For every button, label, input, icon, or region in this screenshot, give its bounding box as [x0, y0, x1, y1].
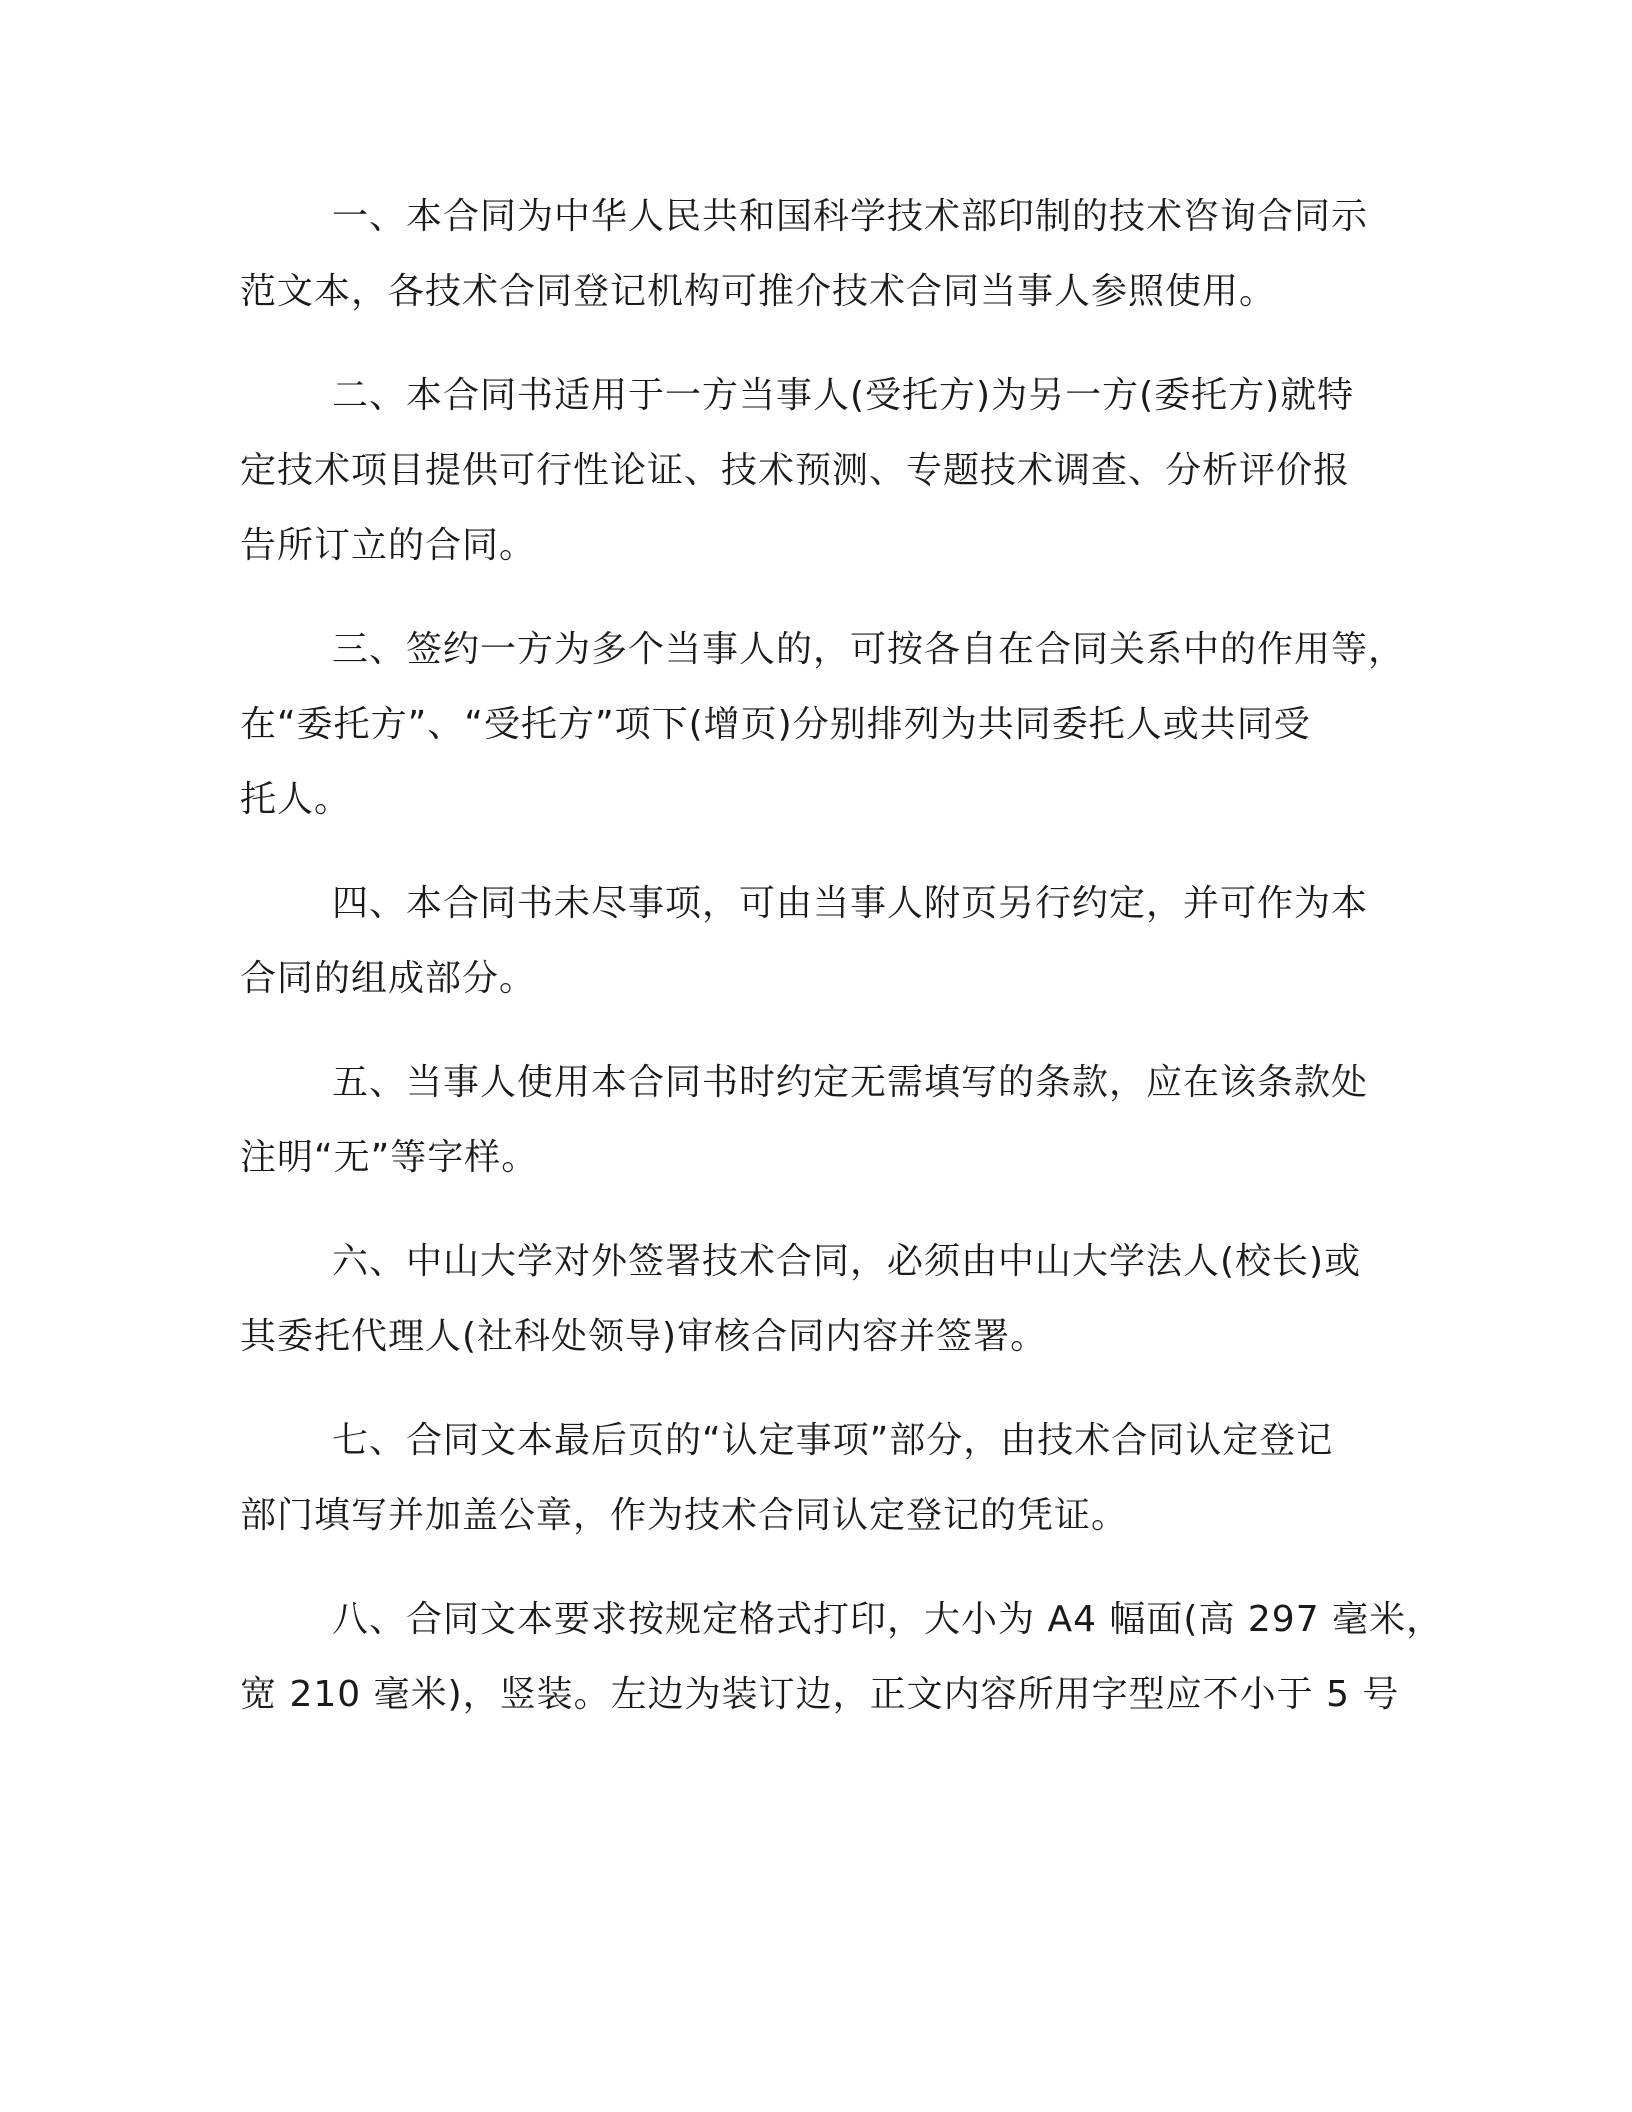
- clause-line: 二、本合同书适用于一方当事人(受托方)为另一方(委托方)就特: [332, 375, 1355, 416]
- clause-line: 宽 210 毫米)，竖装。左边为装订边，正文内容所用字型应不小于 5 号: [240, 1674, 1400, 1715]
- clause-line: 八、合同文本要求按规定格式打印，大小为 A4 幅面(高 297 毫米，: [332, 1599, 1444, 1640]
- clause-line: 五、当事人使用本合同书时约定无需填写的条款，应在该条款处: [332, 1062, 1369, 1103]
- clause-line: 告所订立的合同。: [240, 525, 537, 566]
- clause-line: 四、本合同书未尽事项，可由当事人附页另行约定，并可作为本: [332, 883, 1369, 924]
- clause-line: 七、合同文本最后页的“认定事项”部分，由技术合同认定登记: [332, 1420, 1334, 1461]
- clause-line: 托人。: [240, 779, 352, 820]
- clause-line: 三、签约一方为多个当事人的，可按各自在合同关系中的作用等，: [332, 629, 1406, 670]
- clause-line: 其委托代理人(社科处领导)审核合同内容并签署。: [240, 1316, 1048, 1357]
- clause-line: 六、中山大学对外签署技术合同，必须由中山大学法人(校长)或: [332, 1241, 1362, 1282]
- clause-line: 一、本合同为中华人民共和国科学技术部印制的技术咨询合同示: [332, 196, 1369, 237]
- clause-line: 定技术项目提供可行性论证、技术预测、专题技术调查、分析评价报: [240, 450, 1351, 491]
- clause-line: 部门填写并加盖公章，作为技术合同认定登记的凭证。: [240, 1495, 1129, 1536]
- clause-line: 范文本，各技术合同登记机构可推介技术合同当事人参照使用。: [240, 271, 1277, 312]
- clause-line: 在“委托方”、“受托方”项下(增页)分别排列为共同委托人或共同受: [240, 704, 1311, 745]
- clause-line: 合同的组成部分。: [240, 958, 537, 999]
- clause-line: 注明“无”等字样。: [240, 1137, 539, 1178]
